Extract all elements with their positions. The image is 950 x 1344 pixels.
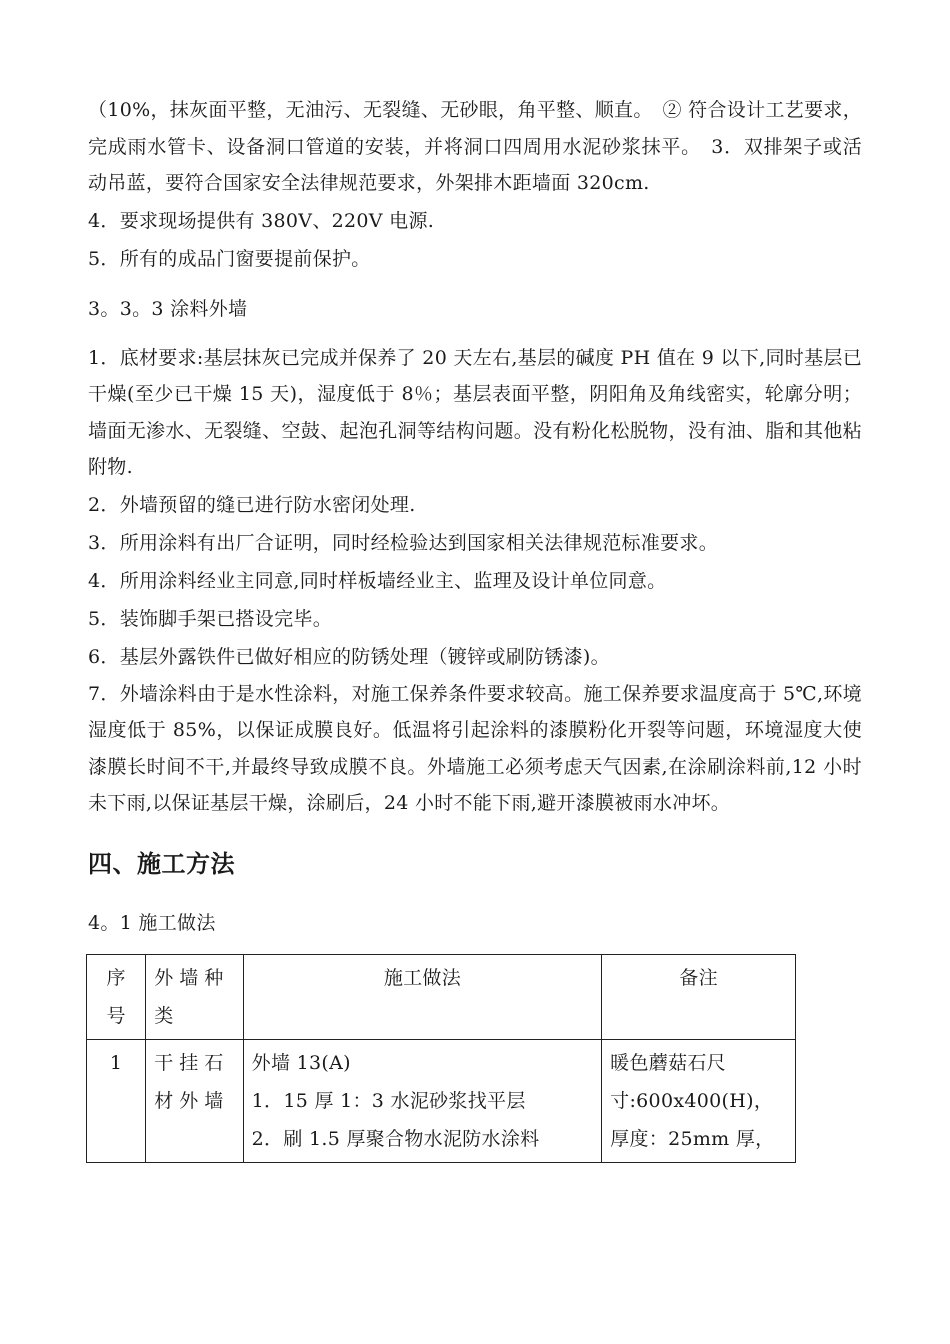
note-line: 厚度：25mm 厚， xyxy=(610,1127,775,1150)
note-line: 暖色蘑菇石尺 xyxy=(610,1051,726,1074)
list-item: 5．装饰脚手架已搭设完毕。 xyxy=(88,607,332,630)
row-note xyxy=(602,1039,796,1162)
weather-requirements: 7．外墙涂料由于是水性涂料，对施工保养条件要求较高。施工保养要求温度高于 5℃,环境湿度低于 85%，以保证成膜良好。低温将引起涂料的漆膜粉化开裂等问题，环境湿度大使漆膜长时间不干,并最终导致成膜不良。外墙施工必须考虑天气因素,在涂刷涂料前,12 小时未下雨,以保证基层干燥，涂刷后，24 小时不能下雨,避开漆膜被雨水冲坏。 xyxy=(88,682,862,814)
header-type-line2: 类 xyxy=(154,1004,174,1027)
header-wall-type xyxy=(146,954,243,1039)
header-note: 备注 xyxy=(602,954,796,1039)
note-line: 寸:600x400(H)， xyxy=(610,1089,774,1112)
section-4-1-heading: 4。1 施工做法 xyxy=(88,911,216,934)
prep-item-5: 5．所有的成品门窗要提前保护。 xyxy=(88,247,371,270)
row-type-line2: 材外墙 xyxy=(154,1089,230,1112)
substrate-requirements: 1．底材要求:基层抹灰已完成并保养了 20 天左右,基层的碱度 PH 值在 9 以下,同时基层已干燥(至少已干燥 15 天)，湿度低于 8％；基层表面平整，阴阳角及角线密实，轮廓分明；墙面无渗水、无裂缝、空鼓、起泡孔洞等结构问题。没有粉化松脱物，没有油、脂和其他粘附物. xyxy=(88,346,862,478)
header-no-line2: 号 xyxy=(106,1004,126,1027)
method-line: 1．15 厚 1：3 水泥砂浆找平层 xyxy=(251,1089,526,1112)
list-item: 4．所用涂料经业主同意,同时样板墙经业主、监理及设计单位同意。 xyxy=(88,569,667,592)
list-item: 2．外墙预留的缝已进行防水密闭处理. xyxy=(88,493,416,516)
construction-method-table xyxy=(86,954,796,1163)
list-item: 6．基层外露铁件已做好相应的防锈处理（镀锌或刷防锈漆)。 xyxy=(88,645,610,668)
row-no: 1 xyxy=(87,1039,146,1162)
method-line: 外墙 13(A) xyxy=(251,1051,351,1074)
table-header-row xyxy=(87,954,796,1039)
header-no-line1: 序 xyxy=(106,966,126,989)
header-no xyxy=(87,954,146,1039)
intro-paragraph: （10%，抹灰面平整，无油污、无裂缝、无砂眼，角平整、顺直。 ② 符合设计工艺要求，完成雨水管卡、设备洞口管道的安装，并将洞口四周用水泥砂浆抹平。 3．双排架子或活动吊蓝，要符合国家安全法律规范要求，外架排木距墙面 320cm. xyxy=(88,99,862,194)
prep-item-4: 4．要求现场提供有 380V、220V 电源. xyxy=(88,209,435,232)
header-method: 施工做法 xyxy=(243,954,602,1039)
list-item: 3．所用涂料有出厂合证明，同时经检验达到国家相关法律规范标准要求。 xyxy=(88,531,718,554)
section-4-heading: 四、施工方法 xyxy=(88,848,235,878)
row-method xyxy=(243,1039,602,1162)
row-wall-type xyxy=(146,1039,243,1162)
row-type-line1: 干挂石 xyxy=(154,1051,230,1074)
document-page xyxy=(88,92,862,1163)
header-type-line1: 外墙种 xyxy=(154,966,230,989)
method-line: 2．刷 1.5 厚聚合物水泥防水涂料 xyxy=(251,1127,540,1150)
section-3-3-heading: 3。3。3 涂料外墙 xyxy=(88,297,248,320)
table-row xyxy=(87,1039,796,1162)
